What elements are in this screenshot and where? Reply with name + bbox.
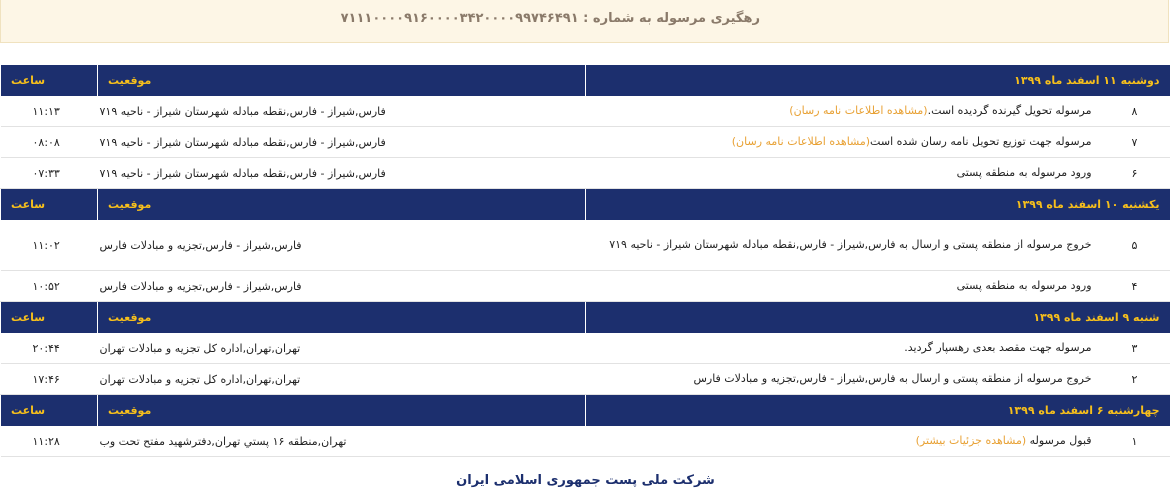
event-number: ۶ [1100,158,1170,189]
footer-company-name: شرکت ملی پست جمهوری اسلامی ایران [456,473,715,488]
event-description: خروج مرسوله از منطقه پستی و ارسال به فارس,شیراز - فارس,تجزیه و مبادلات فارس [586,364,1100,395]
event-time: ۱۱:۱۳ [1,96,98,127]
event-time: ۰۸:۰۸ [1,127,98,158]
event-time: ۱۱:۰۲ [1,220,98,271]
event-time: ۱۱:۲۸ [1,426,98,457]
event-description: ورود مرسوله به منطقه پستی [586,271,1100,302]
day-header [1,395,1170,427]
day-date: یکشنبه ۱۰ اسفند ماه ۱۳۹۹ [586,189,1170,221]
location-header: موقعیت [98,189,586,221]
day-header [1,302,1170,334]
event-row [1,333,1170,364]
event-location: تهران,تهران,اداره کل تجزیه و مبادلات تهران [98,333,586,364]
event-description: ورود مرسوله به منطقه پستی [586,158,1100,189]
event-number: ۳ [1100,333,1170,364]
location-header: موقعیت [98,302,586,334]
location-header: موقعیت [98,395,586,427]
event-description [586,96,1100,127]
event-location: فارس,شیراز - فارس,تجزیه و مبادلات فارس [98,271,586,302]
event-location: فارس,شیراز - فارس,تجزیه و مبادلات فارس [98,220,586,271]
event-time: ۰۷:۳۳ [1,158,98,189]
event-time: ۲۰:۴۴ [1,333,98,364]
event-location: فارس,شیراز - فارس,نقطه مبادله شهرستان شیراز - ناحیه ۷۱۹ [98,127,586,158]
event-number: ۲ [1100,364,1170,395]
day-date: چهارشنبه ۶ اسفند ماه ۱۳۹۹ [586,395,1170,427]
event-location: فارس,شیراز - فارس,نقطه مبادله شهرستان شیراز - ناحیه ۷۱۹ [98,158,586,189]
event-number: ۵ [1100,220,1170,271]
event-row [1,158,1170,189]
day-header [1,65,1170,96]
view-more-details-link[interactable]: (مشاهده جزئیات بیشتر) [915,434,1027,447]
time-header: ساعت [1,189,98,221]
event-number: ۱ [1100,426,1170,457]
location-header: موقعیت [98,65,586,96]
event-text: مرسوله جهت توزیع تحویل نامه رسان شده است [870,135,1092,148]
event-time: ۱۷:۴۶ [1,364,98,395]
event-text: قبول مرسوله [1029,434,1092,447]
day-header [1,189,1170,221]
event-description [586,127,1100,158]
time-header: ساعت [1,395,98,427]
view-carrier-info-link[interactable]: (مشاهده اطلاعات نامه رسان) [731,135,871,148]
day-date: دوشنبه ۱۱ اسفند ماه ۱۳۹۹ [586,65,1170,96]
event-time: ۱۰:۵۲ [1,271,98,302]
event-location: فارس,شیراز - فارس,نقطه مبادله شهرستان شیراز - ناحیه ۷۱۹ [98,96,586,127]
tracking-banner [0,0,1169,43]
event-row [1,426,1170,457]
time-header: ساعت [1,65,98,96]
event-description: مرسوله جهت مقصد بعدی رهسپار گردید. [586,333,1100,364]
tracking-table [0,65,1170,457]
day-date: شنبه ۹ اسفند ماه ۱۳۹۹ [586,302,1170,334]
event-row [1,127,1170,158]
event-location: تهران,منطقه ۱۶ پستي تهران,دفترشهید مفتح تحت وب [98,426,586,457]
event-location: تهران,تهران,اداره کل تجزیه و مبادلات تهران [98,364,586,395]
event-row [1,220,1170,271]
tracking-title: رهگیری مرسوله به شماره : ۷۱۱۱۰۰۰۰۹۱۶۰۰۰۰۳۴۲۰۰۰۰۹۹۷۴۶۴۹۱ [340,11,760,26]
event-number: ۷ [1100,127,1170,158]
event-number: ۸ [1100,96,1170,127]
event-description [586,426,1100,457]
view-carrier-info-link[interactable]: (مشاهده اطلاعات نامه رسان) [789,104,928,117]
event-text: مرسوله تحویل گیرنده گردیده است. [927,104,1092,117]
time-header: ساعت [1,302,98,334]
event-description: خروج مرسوله از منطقه پستی و ارسال به فارس,شیراز - فارس,نقطه مبادله شهرستان شیراز - ناحیه ۷۱۹ [586,220,1100,271]
event-number: ۴ [1100,271,1170,302]
event-row [1,364,1170,395]
event-row [1,271,1170,302]
event-row [1,96,1170,127]
